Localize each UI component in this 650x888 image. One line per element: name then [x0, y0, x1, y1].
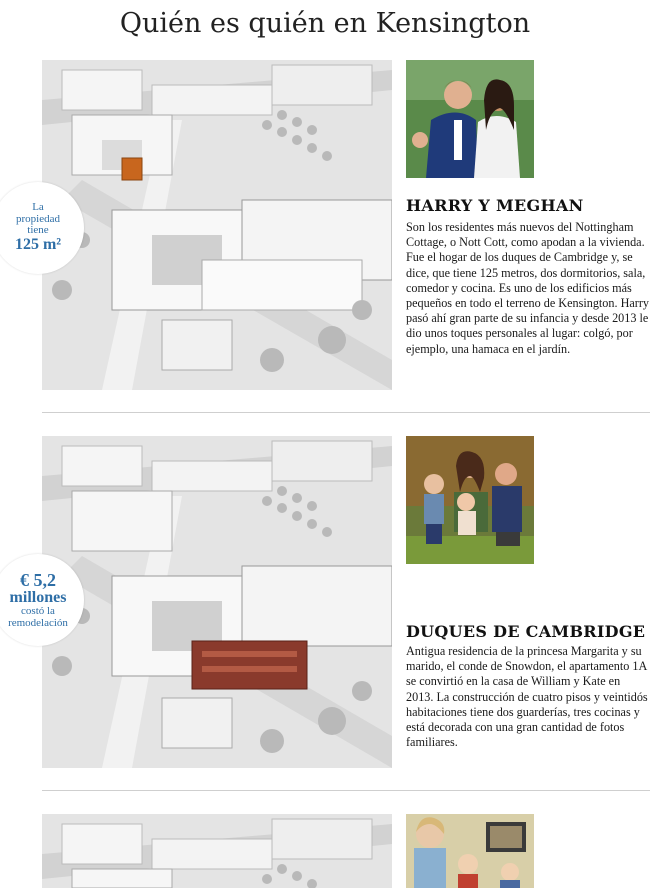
aerial-map: [42, 814, 392, 888]
section-body: Son los residentes más nuevos del Nottingham Cottage, o Nott Cott, como apodan a la vivienda. Fue el hogar de los duques de Cambridge y, se dice, que tiene 125 metros, dos dormitorios, sala, comedor y cocina. Es uno de los edificios más pequeños en todo el terreno de Kensington. Harry pasó ahí gran parte de su infancia y desde 2013 le dio unos toques personales al lugar: colgó, por ejemplo, una hamaca en el jardín.: [406, 220, 650, 356]
aerial-map: [42, 436, 392, 768]
badge-line: propiedad: [16, 212, 60, 225]
page-title: Quién es quién en Kensington: [119, 8, 531, 39]
badge-line: La: [32, 201, 44, 214]
section-body: Antigua residencia de la princesa Margarita y su marido, el conde de Snowdon, el apartamento 1A se convirtió en la casa de William y Kate en 2013. La construcción de cuatro pisos y veintidós habitaciones tiene dos guarderías, tres cocinas y está decorada con una gran cantidad de fotos familiares.: [406, 644, 648, 750]
section-heading: HARRY Y MEGHAN: [406, 196, 584, 215]
divider: [42, 412, 650, 413]
badge-value: € 5,2: [20, 569, 56, 590]
harry-meghan-photo: [406, 60, 534, 178]
badge-line: tiene: [27, 224, 49, 237]
section-heading: DUQUES DE CAMBRIDGE: [406, 622, 646, 641]
family-photo: [406, 814, 534, 888]
cambridge-family-photo: [406, 436, 534, 564]
divider: [42, 790, 650, 791]
badge-line: costó la: [21, 605, 55, 618]
badge-value: millones: [9, 588, 67, 606]
badge-value: 125 m²: [14, 235, 62, 253]
aerial-map: [42, 60, 392, 390]
badge-line: remodelación: [8, 616, 68, 629]
